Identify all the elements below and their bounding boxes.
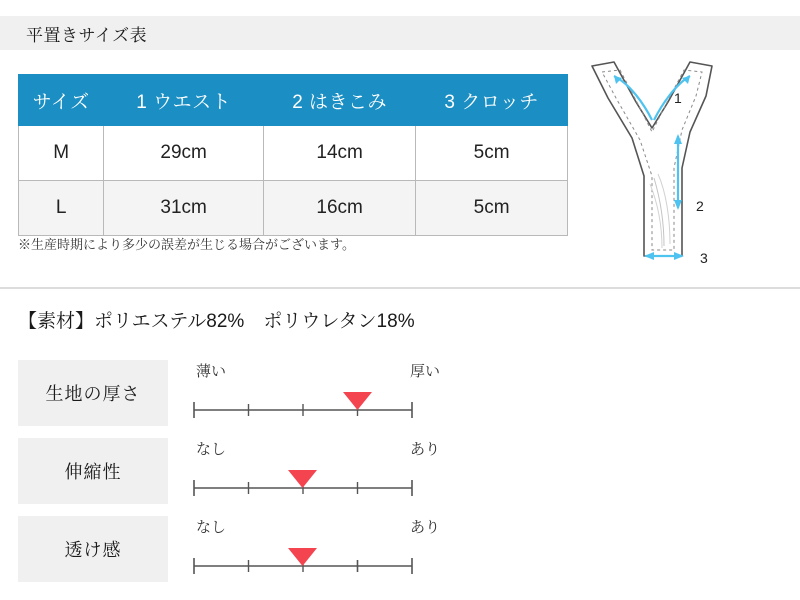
table-row	[19, 126, 568, 181]
attribute-label: 生地の厚さ	[18, 360, 168, 426]
diagram-label-1: 1	[674, 90, 682, 106]
size-table-body	[19, 126, 568, 236]
garment-diagram	[578, 58, 784, 280]
cell-size: L	[19, 181, 104, 236]
cell-rise: 14cm	[264, 126, 416, 181]
scale-right-label: 厚い	[409, 363, 440, 380]
scale-marker-icon	[288, 548, 317, 566]
column-header-waist: 1 ウエスト	[104, 75, 264, 126]
attribute-scale	[188, 356, 448, 426]
scale-ruler-icon	[188, 544, 418, 578]
scale-right-label: あり	[409, 441, 440, 458]
scale-left-label: なし	[196, 441, 227, 458]
diagram-label-3: 3	[700, 250, 708, 266]
size-table-head	[19, 75, 568, 126]
column-header-size: サイズ	[19, 75, 104, 126]
scale-ruler-icon	[188, 388, 418, 422]
cell-crotch: 5cm	[416, 126, 568, 181]
attribute-label: 透け感	[18, 516, 168, 582]
section-header-bar	[0, 16, 800, 50]
scale-ruler-icon	[188, 466, 418, 500]
cell-crotch: 5cm	[416, 181, 568, 236]
column-header-rise: 2 はきこみ	[264, 75, 416, 126]
column-header-crotch: 3 クロッチ	[416, 75, 568, 126]
attribute-row-sheerness	[18, 512, 782, 590]
attribute-label: 伸縮性	[18, 438, 168, 504]
cell-waist: 29cm	[104, 126, 264, 181]
diagram-label-2: 2	[696, 198, 704, 214]
attribute-scale	[188, 512, 448, 582]
scale-marker-icon	[343, 392, 372, 410]
attribute-scale	[188, 434, 448, 504]
size-table	[18, 74, 568, 236]
attribute-row-thickness	[18, 356, 782, 434]
attribute-row-stretch	[18, 434, 782, 512]
cell-size: M	[19, 126, 104, 181]
scale-marker-icon	[288, 470, 317, 488]
page-title: 平置きサイズ表	[26, 25, 148, 45]
scale-right-label: あり	[409, 519, 440, 536]
attribute-list	[18, 356, 782, 590]
cell-waist: 31cm	[104, 181, 264, 236]
table-header-row	[19, 75, 568, 126]
cell-rise: 16cm	[264, 181, 416, 236]
scale-left-label: 薄い	[196, 363, 227, 380]
section-divider	[0, 287, 800, 289]
scale-left-label: なし	[196, 519, 227, 536]
table-row	[19, 181, 568, 236]
size-table-note: ※生産時期により多少の誤差が生じる場合がございます。	[18, 237, 355, 252]
material-text: 【素材】ポリエステル82% ポリウレタン18%	[18, 311, 415, 332]
